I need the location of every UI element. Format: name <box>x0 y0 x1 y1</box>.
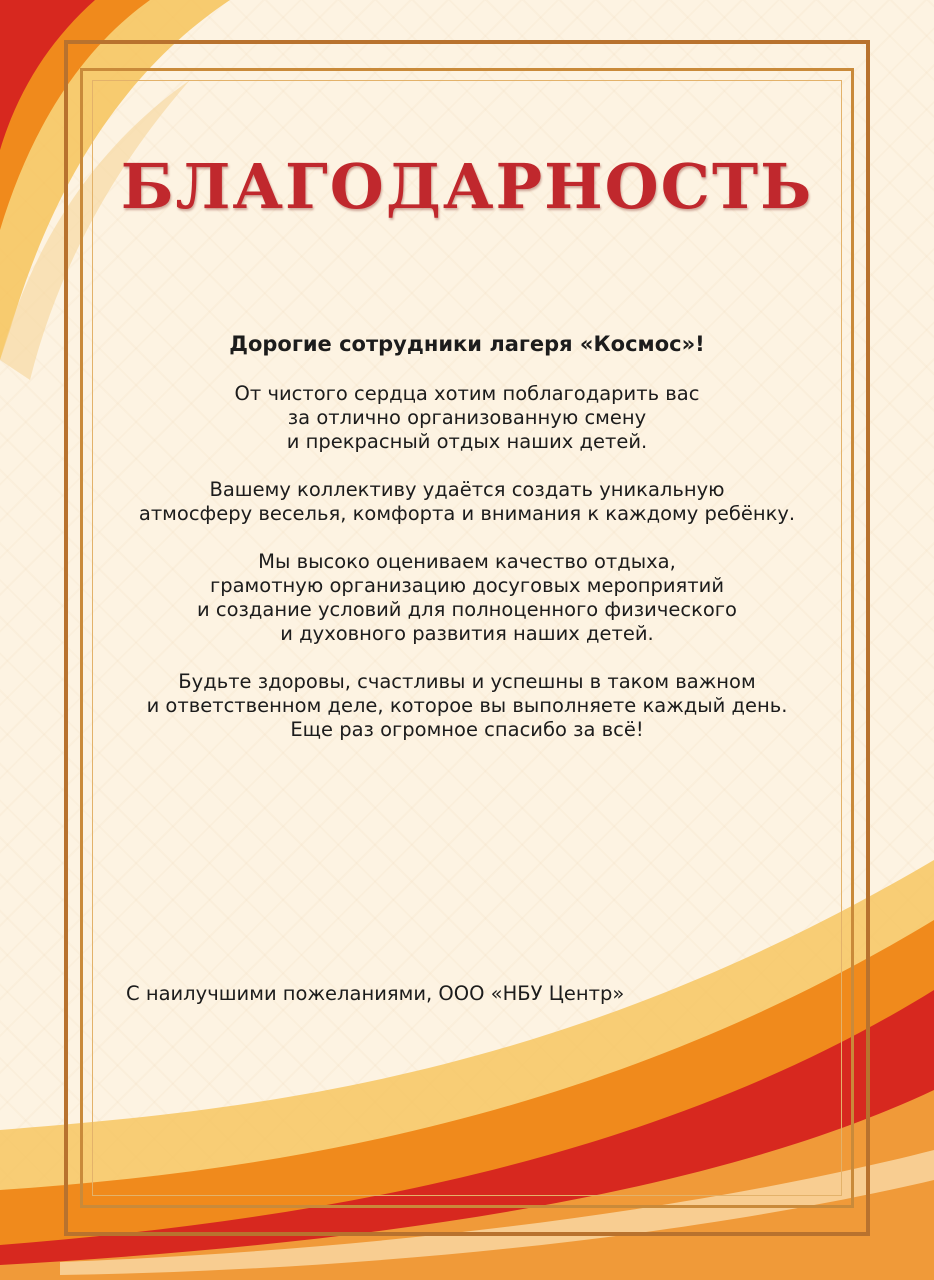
text-line: и духовного развития наших детей. <box>280 622 654 645</box>
text-line: и прекрасный отдых наших детей. <box>286 430 648 453</box>
text-line: атмосферу веселья, комфорта и внимания к каждому ребёнку. <box>138 502 796 525</box>
text-line: Мы высоко оцениваем качество отдыха, <box>258 550 676 573</box>
text-line: От чистого сердца хотим поблагодарить вас <box>234 382 700 405</box>
text-line: Еще раз огромное спасибо за всё! <box>290 718 644 741</box>
paragraph-gratitude <box>100 382 834 454</box>
certificate-title: БЛАГОДАРНОСТЬ <box>120 150 814 223</box>
text-line: и создание условий для полноценного физического <box>197 598 737 621</box>
text-line: и ответственном деле, которое вы выполняете каждый день. <box>146 694 788 717</box>
paragraph-wishes <box>100 670 834 742</box>
paragraph-appreciation <box>100 550 834 646</box>
signature-line: С наилучшими пожеланиями, ООО «НБУ Центр» <box>126 982 625 1005</box>
letter-body <box>100 332 834 766</box>
text-line: Будьте здоровы, счастливы и успешны в таком важном <box>178 670 756 693</box>
greeting: Дорогие сотрудники лагеря «Космос»! <box>229 332 705 356</box>
text-line: грамотную организацию досуговых мероприятий <box>209 574 724 597</box>
text-line: за отлично организованную смену <box>287 406 647 429</box>
text-line: Вашему коллективу удаётся создать уникальную <box>209 478 725 501</box>
paragraph-atmosphere <box>100 478 834 526</box>
